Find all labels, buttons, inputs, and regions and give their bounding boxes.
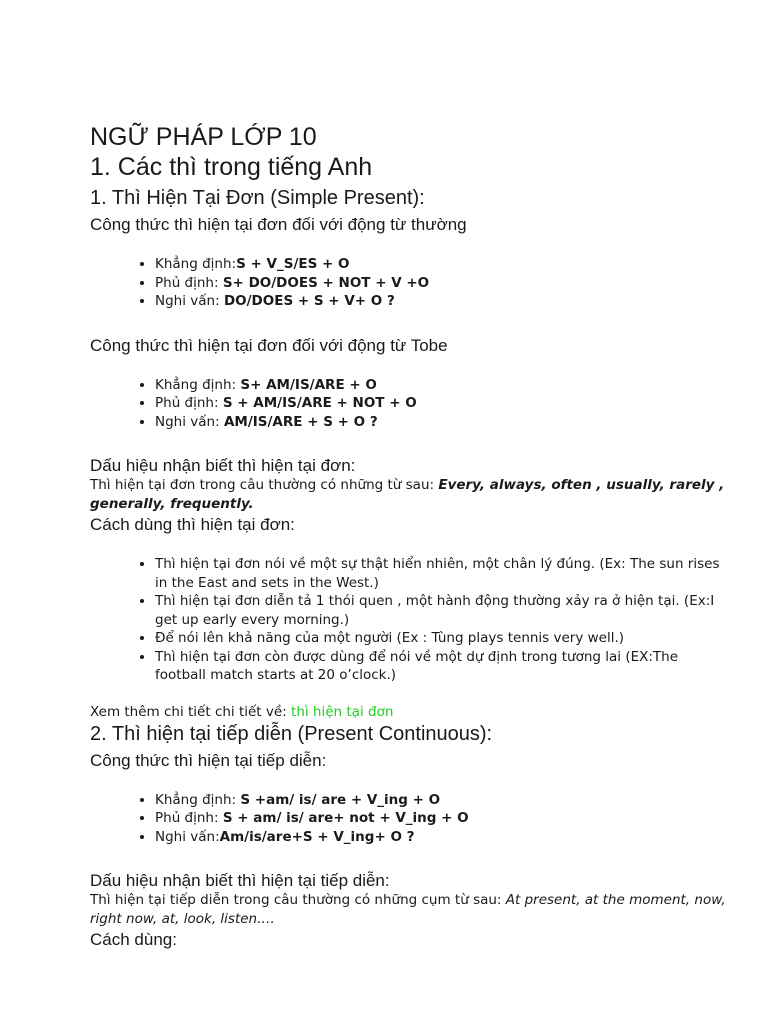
item-formula: DO/DOES + S + V+ O ?	[223, 293, 395, 309]
item-formula: Am/is/are+S + V_ing+ O ?	[219, 828, 415, 845]
item-formula: S + AM/IS/ARE + NOT + O	[222, 395, 417, 411]
list-formula-verb	[90, 255, 728, 311]
list-formula-continuous	[90, 791, 728, 847]
link-simple-present[interactable]: thì hiện tại đơn	[291, 703, 394, 720]
list-usage-simple-present	[90, 555, 728, 685]
heading-signs-continuous: Dấu hiệu nhận biết thì hiện tại tiếp diễn:	[90, 871, 390, 890]
heading-signs-simple-present: Dấu hiệu nhận biết thì hiện tại đơn:	[90, 456, 356, 475]
heading-usage-continuous: Cách dùng:	[90, 930, 177, 949]
list-formula-tobe	[90, 376, 728, 432]
item-formula: S+ DO/DOES + NOT + V +O	[222, 274, 430, 291]
item-label: Phủ định:	[155, 274, 223, 291]
item-label: Nghi vấn:	[155, 828, 220, 845]
see-more-text: Xem thêm chi tiết chi tiết về:	[90, 703, 292, 720]
list-item: • Thì hiện tại đơn nói về một sự thật hiển nhiên, một chân lý đúng. (Ex: The sun rises in the East and sets in the West.)	[155, 555, 728, 592]
heading-present-continuous: 2. Thì hiện tại tiếp diễn (Present Continuous):	[90, 722, 493, 745]
item-formula: AM/IS/ARE + S + O ?	[223, 413, 378, 430]
item-formula: S + am/ is/ are+ not + V_ing + O	[222, 810, 469, 826]
list-item	[155, 413, 728, 432]
heading-formula-continuous: Công thức thì hiện tại tiếp diễn:	[90, 750, 327, 770]
item-label: Phủ định:	[155, 810, 223, 826]
signs-text: Thì hiện tại đơn trong câu thường có những từ sau:	[90, 477, 439, 493]
heading-simple-present: 1. Thì Hiện Tại Đơn (Simple Present):	[90, 187, 425, 209]
signs-text: Thì hiện tại tiếp diễn trong câu thường có những cụm từ sau:	[90, 892, 506, 908]
section-title-tenses: 1. Các thì trong tiếng Anh	[90, 153, 373, 181]
item-label: Khẳng định:	[155, 791, 241, 808]
list-item	[155, 255, 728, 274]
list-item: • Thì hiện tại đơn còn được dùng để nói về một dự định trong tương lai (EX:The football match starts at 20 o’clock.)	[155, 648, 728, 685]
heading-formula-tobe: Công thức thì hiện tại đơn đối với động từ Tobe	[90, 335, 448, 355]
doc-title: NGỮ PHÁP LỚP 10	[90, 123, 317, 151]
item-label: Phủ định:	[155, 395, 223, 411]
item-label: Nghi vấn:	[155, 293, 224, 309]
item-label: Khẳng định:	[155, 256, 237, 272]
item-label: Nghi vấn:	[155, 413, 224, 430]
signs-paragraph-continuous	[90, 891, 728, 929]
signs-words: Every, always, often , usually, rarely , generally, frequently.	[90, 477, 725, 512]
item-formula: S + V_S/ES + O	[236, 256, 350, 272]
item-formula: S +am/ is/ are + V_ing + O	[240, 791, 441, 808]
list-item: • Để nói lên khả năng của một người (Ex : Tùng plays tennis very well.)	[155, 629, 728, 648]
list-item	[155, 274, 728, 293]
list-item	[155, 809, 728, 828]
see-more-paragraph	[90, 703, 728, 722]
signs-paragraph	[90, 476, 728, 514]
list-item	[155, 828, 728, 847]
heading-formula-verb: Công thức thì hiện tại đơn đối với động từ thường	[90, 215, 467, 234]
item-formula: S+ AM/IS/ARE + O	[240, 376, 377, 393]
list-item	[155, 376, 728, 395]
item-label: Khẳng định:	[155, 376, 241, 393]
list-item	[155, 292, 728, 311]
list-item	[155, 394, 728, 413]
heading-usage-simple-present: Cách dùng thì hiện tại đơn:	[90, 515, 295, 534]
list-item	[155, 791, 728, 810]
signs-words: At present, at the moment, now, right now, at, look, listen.…	[90, 892, 726, 927]
list-item: • Thì hiện tại đơn diễn tả 1 thói quen , một hành động thường xảy ra ở hiện tại. (Ex:I get up early every morning.)	[155, 592, 728, 629]
